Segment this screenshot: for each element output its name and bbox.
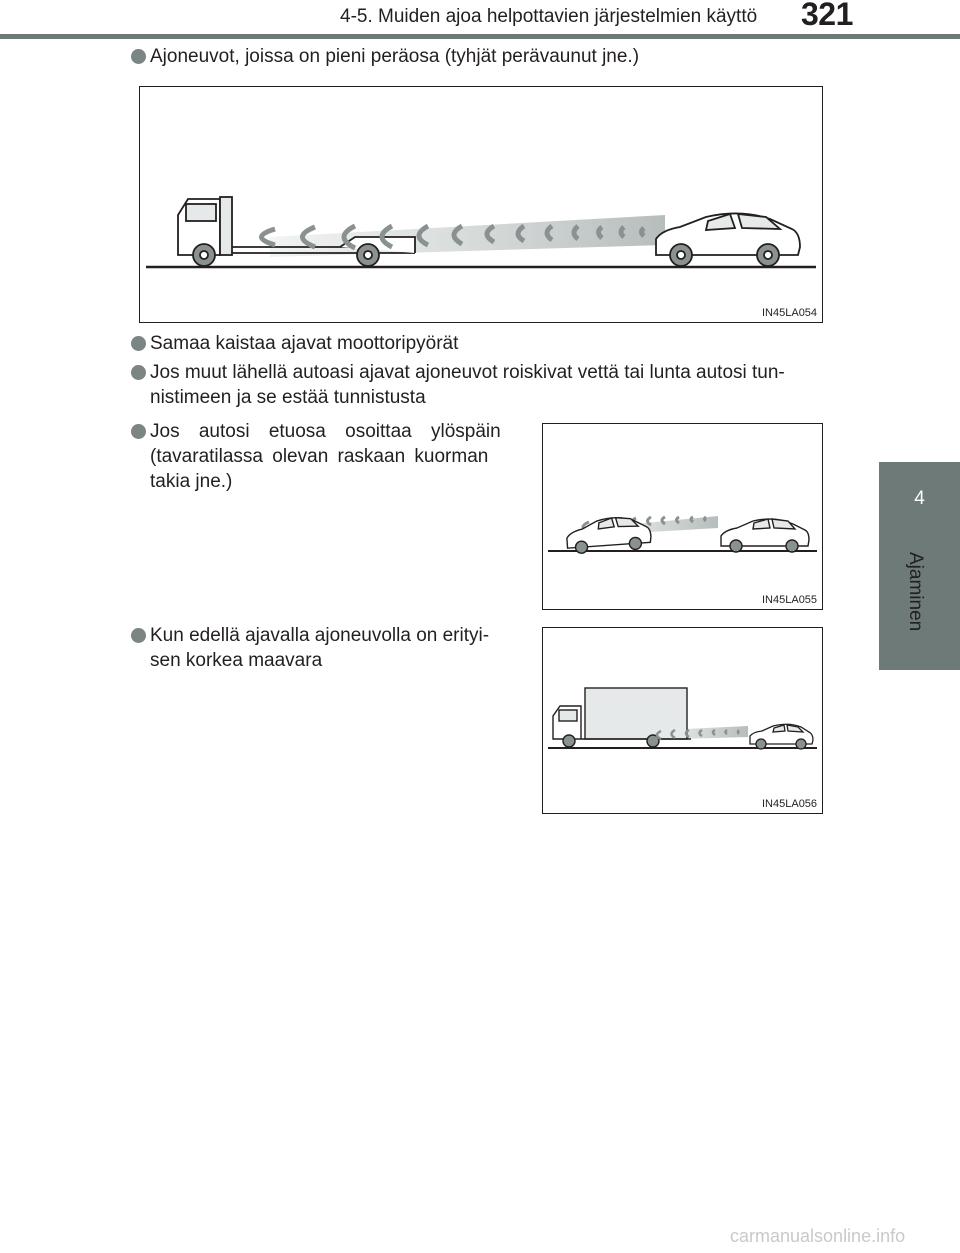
bullet-dot-icon <box>131 365 146 380</box>
bullet-text: Samaa kaistaa ajavat moottoripyörät <box>150 333 459 354</box>
footer-watermark: carmanualsonline.info <box>730 1226 906 1246</box>
figure-code: IN45LA054 <box>762 307 818 319</box>
high-clearance-truck-illustration <box>543 628 821 812</box>
bullet-text-line: sen korkea maavara <box>150 650 323 671</box>
figure-code: IN45LA055 <box>762 594 818 606</box>
car-icon <box>721 519 809 552</box>
bullet-item <box>131 623 523 675</box>
bullet-dot-icon <box>131 628 146 643</box>
bullet-text-line: (tavaratilassa olevan raskaan kuorman <box>150 446 489 467</box>
bullet-text <box>150 419 523 494</box>
chapter-number: 4 <box>914 488 925 509</box>
bullet-dot-icon <box>131 336 146 351</box>
bullet-dot-icon <box>131 49 146 64</box>
bullet-text-line: Jos autosi etuosa osoittaa ylöspäin <box>150 421 501 442</box>
figure-high-clearance-truck <box>542 627 823 814</box>
bullet-item <box>131 419 523 497</box>
bullet-dot-icon <box>131 424 146 439</box>
bullet-item <box>131 331 851 357</box>
figure-car-upward <box>542 423 823 610</box>
bullet-text <box>150 360 861 410</box>
page-number: 321 <box>801 0 853 32</box>
page-header <box>0 0 960 40</box>
bullet-text <box>150 623 523 673</box>
truck-trailer-illustration <box>140 87 821 321</box>
figure-code: IN45LA056 <box>762 798 818 810</box>
figure-truck-trailer <box>139 86 823 323</box>
car-icon <box>750 724 813 749</box>
car-icon <box>566 515 652 554</box>
bullet-item <box>131 360 861 412</box>
chapter-title-wrap <box>904 552 934 672</box>
chapter-title: Ajaminen <box>905 552 926 632</box>
radar-beam <box>270 215 665 257</box>
truck-icon <box>553 688 691 747</box>
bullet-text-line: takia jne.) <box>150 471 233 492</box>
header-rule <box>0 34 960 39</box>
bullet-text-line: nistimeen ja se estää tunnistusta <box>150 387 426 408</box>
section-title: 4-5. Muiden ajoa helpottavien järjestelmien käyttö <box>340 6 758 27</box>
bullet-item <box>131 44 851 70</box>
car-icon <box>656 213 800 266</box>
car-upward-illustration <box>543 424 821 608</box>
bullet-text: Ajoneuvot, joissa on pieni peräosa (tyhjät perävaunut jne.) <box>150 46 640 67</box>
bullet-text-line: Kun edellä ajavalla ajoneuvolla on erityi- <box>150 625 490 646</box>
bullet-text-line: Jos muut lähellä autoasi ajavat ajoneuvot roiskivat vettä tai lunta autosi tun- <box>150 362 785 383</box>
